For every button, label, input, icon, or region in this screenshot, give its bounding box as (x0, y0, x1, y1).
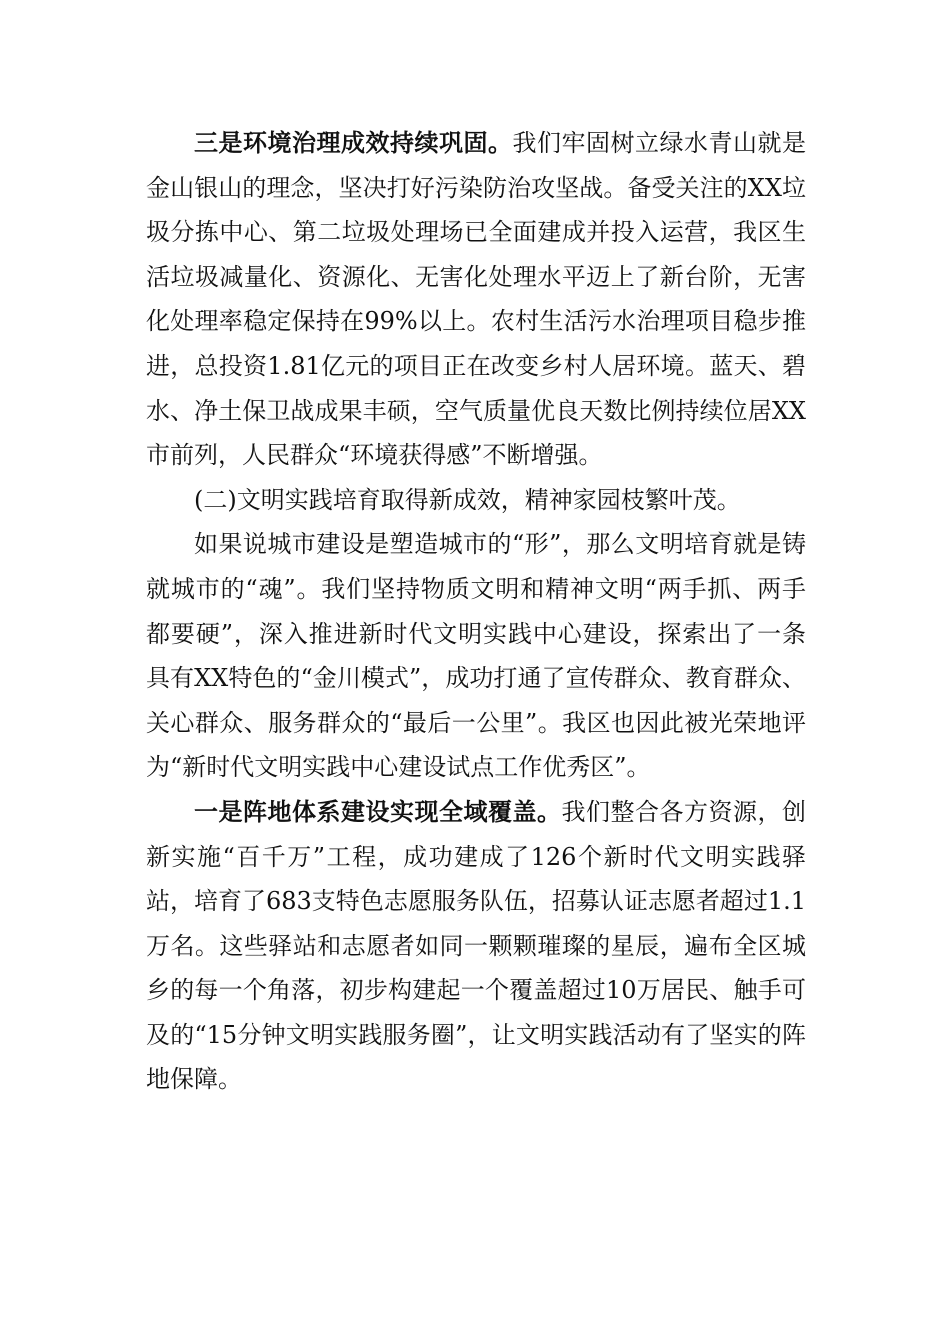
paragraph-text: 如果说城市建设是塑造城市的“形”，那么文明培育就是铸就城市的“魂”。我们坚持物质文明和精神文明“两手抓、两手都要硬”，深入推进新时代文明实践中心建设，探索出了一条具有XX特色的“金川模式”，成功打通了宣传群众、教育群众、关心群众、服务群众的“最后一公里”。我区也因此被光荣地评为“新时代文明实践中心建设试点工作优秀区”。 (146, 530, 806, 782)
paragraph-lead-heading: 三是环境治理成效持续巩固。 (194, 128, 513, 157)
paragraph-environment-governance (146, 121, 806, 478)
paragraph-text: 我们牢固树立绿水青山就是金山银山的理念，坚决打好污染防治攻坚战。备受关注的XX垃圾分拣中心、第二垃圾处理场已全面建成并投入运营，我区生活垃圾减量化、资源化、无害化处理水平迈上了新台阶，无害化处理率稳定保持在99%以上。农村生活污水治理项目稳步推进，总投资1.81亿元的项目正在改变乡村人居环境。蓝天、碧水、净土保卫战成果丰硕，空气质量优良天数比例持续位居XX市前列，人民群众“环境获得感”不断增强。 (146, 129, 806, 470)
paragraph-lead-heading: 一是阵地体系建设实现全域覆盖。 (194, 796, 562, 826)
section-heading (146, 478, 806, 523)
paragraph-civilization-intro (146, 522, 806, 790)
document-body (146, 121, 806, 1102)
section-heading-text: (二)文明实践培育取得新成效，精神家园枝繁叶茂。 (194, 485, 741, 514)
paragraph-text: 我们整合各方资源，创新实施“百千万”工程，成功建成了126个新时代文明实践驿站，培育了683支特色志愿服务队伍，招募认证志愿者超过1.1万名。这些驿站和志愿者如同一颗颗璀璨的星辰，遍布全区城乡的每一个角落，初步构建起一个覆盖超过10万居民、触手可及的“15分钟文明实践服务圈”，让文明实践活动有了坚实的阵地保障。 (146, 797, 806, 1094)
paragraph-position-system (146, 790, 806, 1102)
